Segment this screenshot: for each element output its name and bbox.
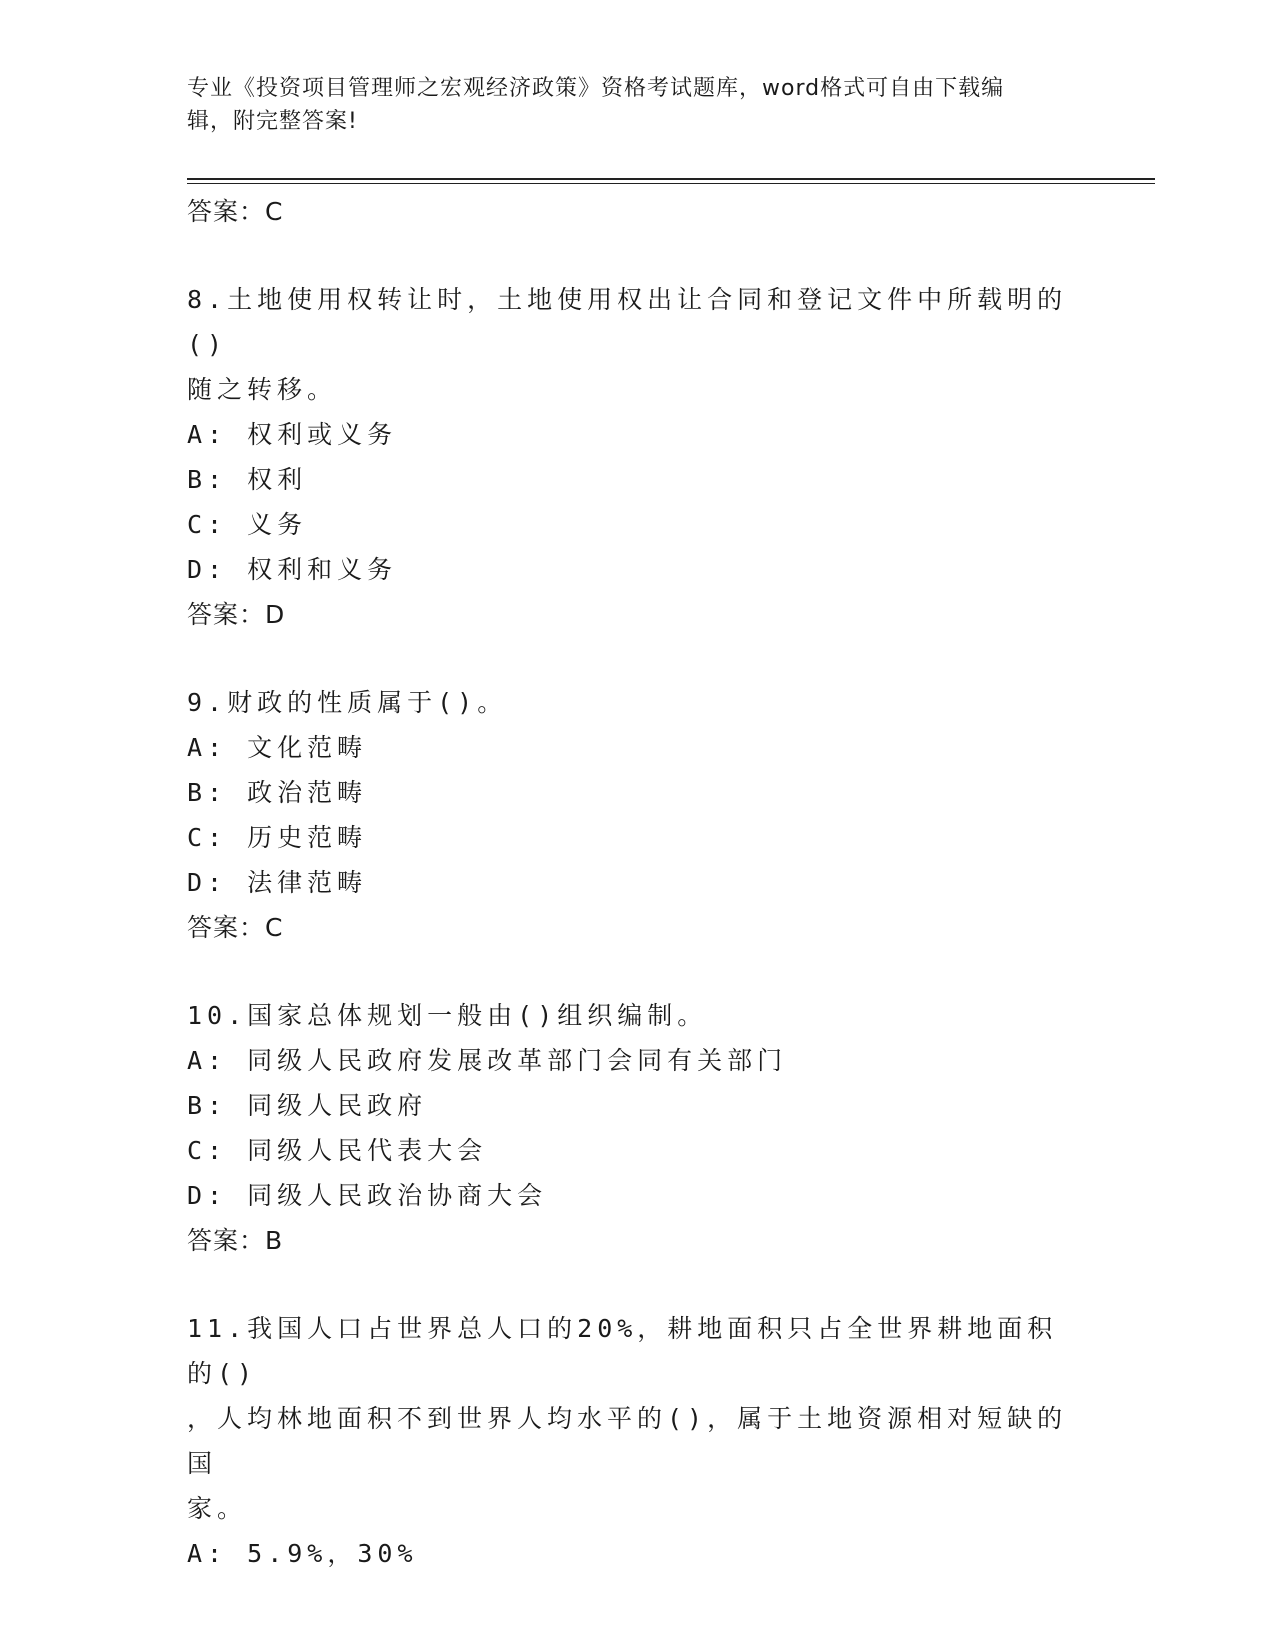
option-d: D: 同级人民政治协商大会 <box>187 1181 548 1210</box>
question-stem <box>187 277 1087 412</box>
question-item <box>187 680 1087 951</box>
header-line-1: 专业《投资项目管理师之宏观经济政策》资格考试题库，word格式可自由下载编 <box>187 76 1005 101</box>
question-list <box>187 189 1087 1576</box>
option-b: B: 权利 <box>187 465 308 494</box>
question-line: 11.我国人口占世界总人口的20%，耕地面积只占全世界耕地面积的() <box>187 1314 1058 1388</box>
question-stem <box>187 1306 1087 1531</box>
question-item <box>187 1306 1087 1576</box>
option-c: C: 同级人民代表大会 <box>187 1136 488 1165</box>
option-b: B: 同级人民政府 <box>187 1091 428 1120</box>
question-line: ，人均林地面积不到世界人均水平的()，属于土地资源相对短缺的国 <box>187 1404 1068 1478</box>
option-b: B: 政治范畴 <box>187 778 368 807</box>
option-a: A: 同级人民政府发展改革部门会同有关部门 <box>187 1046 788 1075</box>
option-d: D: 法律范畴 <box>187 868 368 897</box>
option-c: C: 义务 <box>187 510 308 539</box>
option-a: A: 5.9%，30% <box>187 1539 418 1568</box>
option-c: C: 历史范畴 <box>187 823 368 852</box>
option-d: D: 权利和义务 <box>187 555 398 584</box>
header-line-2: 辑，附完整答案! <box>187 109 358 134</box>
question-item <box>187 993 1087 1264</box>
question-item <box>187 277 1087 638</box>
question-line: 随之转移。 <box>187 375 338 404</box>
header-divider-thin <box>187 183 1155 184</box>
question-line: 10.国家总体规划一般由()组织编制。 <box>187 1001 708 1030</box>
answer-line: 答案：C <box>187 913 284 942</box>
header-divider <box>187 178 1155 180</box>
answer-line: 答案：B <box>187 1226 284 1255</box>
previous-answer: 答案：C <box>187 197 284 226</box>
question-line: 家。 <box>187 1494 248 1523</box>
question-line: 8.土地使用权转让时，土地使用权出让合同和登记文件中所载明的() <box>187 285 1068 359</box>
answer-line: 答案：D <box>187 600 286 629</box>
option-a: A: 权利或义务 <box>187 420 398 449</box>
document-header <box>187 72 1087 138</box>
question-stem <box>187 680 1087 725</box>
question-stem <box>187 993 1087 1038</box>
option-a: A: 文化范畴 <box>187 733 368 762</box>
question-line: 9.财政的性质属于()。 <box>187 688 508 717</box>
